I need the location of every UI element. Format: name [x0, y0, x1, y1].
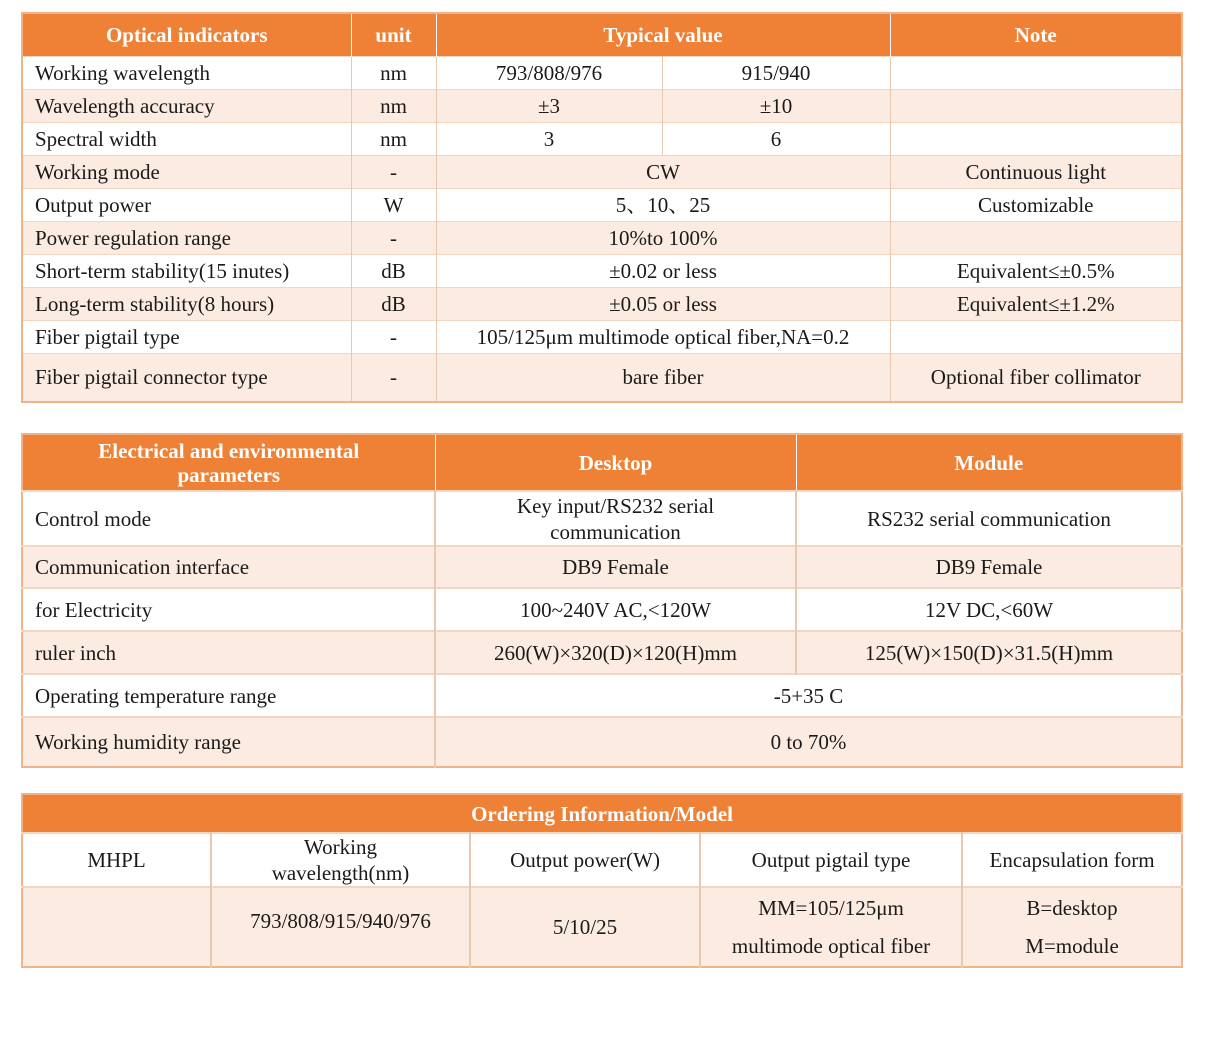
power-value: 5/10/25 [470, 887, 700, 967]
cell-line: communication [550, 519, 681, 544]
row-unit: dB [351, 255, 436, 288]
row-unit: nm [351, 90, 436, 123]
row-name: for Electricity [22, 588, 435, 631]
typical-value-header: Typical value [436, 13, 890, 57]
cell-line: Working [304, 835, 377, 859]
encapsulation-column: Encapsulation form [962, 833, 1182, 887]
row-value: ±0.02 or less [436, 255, 890, 288]
row-note [890, 90, 1182, 123]
row-module: 12V DC,<60W [796, 588, 1182, 631]
desktop-header: Desktop [435, 434, 796, 491]
row-unit: - [351, 354, 436, 402]
row-value: 10%to 100% [436, 222, 890, 255]
row-name: Operating temperature range [22, 674, 435, 717]
row-value: ±0.05 or less [436, 288, 890, 321]
ordering-header-row [22, 794, 1182, 833]
cell-line: multimode optical fiber [731, 934, 931, 958]
module-header: Module [796, 434, 1182, 491]
ordering-columns-row [22, 833, 1182, 887]
cell-line: wavelength(nm) [271, 861, 410, 885]
row-note [890, 222, 1182, 255]
table-row [22, 156, 1182, 189]
row-name: Spectral width [22, 123, 351, 156]
table-row [22, 255, 1182, 288]
row-name: Wavelength accuracy [22, 90, 351, 123]
row-module: RS232 serial communication [796, 491, 1182, 546]
optical-indicators-header: Optical indicators [22, 13, 351, 57]
row-name: Long-term stability(8 hours) [22, 288, 351, 321]
row-value-2: 6 [662, 123, 890, 156]
row-name: Control mode [22, 491, 435, 546]
row-desktop [435, 491, 796, 546]
table-row [22, 588, 1182, 631]
electrical-params-header [22, 434, 435, 491]
optical-indicators-table [21, 12, 1183, 403]
row-desktop: 100~240V AC,<120W [435, 588, 796, 631]
table-row [22, 90, 1182, 123]
cell-line: B=desktop [1026, 896, 1118, 920]
row-module: 125(W)×150(D)×31.5(H)mm [796, 631, 1182, 674]
row-name: ruler inch [22, 631, 435, 674]
model-column: MHPL [22, 833, 211, 887]
row-note: Optional fiber collimator [890, 354, 1182, 402]
row-name: Fiber pigtail type [22, 321, 351, 354]
power-column: Output power(W) [470, 833, 700, 887]
row-note: Continuous light [890, 156, 1182, 189]
row-name: Working mode [22, 156, 351, 189]
row-note: Customizable [890, 189, 1182, 222]
row-name: Working humidity range [22, 717, 435, 767]
table-row [22, 717, 1182, 767]
electrical-parameters-table [21, 433, 1183, 768]
encapsulation-value [962, 887, 1182, 967]
cell-line: MM=105/125μm [758, 896, 904, 920]
row-unit: - [351, 321, 436, 354]
row-name: Power regulation range [22, 222, 351, 255]
table-row [22, 123, 1182, 156]
row-unit: nm [351, 123, 436, 156]
row-name: Fiber pigtail connector type [22, 354, 351, 402]
row-value: 0 to 70% [435, 717, 1182, 767]
row-desktop: DB9 Female [435, 546, 796, 588]
table-row [22, 354, 1182, 402]
ordering-values-row [22, 887, 1182, 967]
note-header: Note [890, 13, 1182, 57]
table-row [22, 288, 1182, 321]
row-note [890, 123, 1182, 156]
ordering-title: Ordering Information/Model [22, 794, 1182, 833]
row-unit: - [351, 156, 436, 189]
cell-line: Key input/RS232 serial [516, 493, 715, 518]
row-module: DB9 Female [796, 546, 1182, 588]
row-value-1: ±3 [436, 90, 662, 123]
table-row [22, 222, 1182, 255]
row-value: -5+35 C [435, 674, 1182, 717]
table-row [22, 57, 1182, 90]
row-unit: W [351, 189, 436, 222]
ordering-information-table [21, 793, 1183, 968]
table-row [22, 491, 1182, 546]
row-name: Communication interface [22, 546, 435, 588]
model-value [22, 887, 211, 967]
table-row [22, 321, 1182, 354]
row-name: Short-term stability(15 inutes) [22, 255, 351, 288]
table-row [22, 189, 1182, 222]
row-note [890, 57, 1182, 90]
row-note [890, 321, 1182, 354]
row-unit: dB [351, 288, 436, 321]
table-row [22, 674, 1182, 717]
row-value-2: ±10 [662, 90, 890, 123]
row-desktop: 260(W)×320(D)×120(H)mm [435, 631, 796, 674]
optical-header-row [22, 13, 1182, 57]
electrical-header-row [22, 434, 1182, 491]
row-note: Equivalent≤±1.2% [890, 288, 1182, 321]
wavelength-column [211, 833, 470, 887]
row-value: 5、10、25 [436, 189, 890, 222]
row-value: 105/125μm multimode optical fiber,NA=0.2 [436, 321, 890, 354]
unit-header: unit [351, 13, 436, 57]
row-value-2: 915/940 [662, 57, 890, 90]
header-line: Electrical and environmental [98, 438, 360, 463]
row-note: Equivalent≤±0.5% [890, 255, 1182, 288]
pigtail-column: Output pigtail type [700, 833, 962, 887]
row-value: CW [436, 156, 890, 189]
pigtail-value [700, 887, 962, 967]
row-value-1: 3 [436, 123, 662, 156]
row-value: bare fiber [436, 354, 890, 402]
row-name: Working wavelength [22, 57, 351, 90]
row-unit: - [351, 222, 436, 255]
row-value-1: 793/808/976 [436, 57, 662, 90]
table-row [22, 546, 1182, 588]
row-unit: nm [351, 57, 436, 90]
cell-line: M=module [1025, 934, 1119, 958]
row-name: Output power [22, 189, 351, 222]
table-row [22, 631, 1182, 674]
header-line: parameters [177, 462, 281, 487]
wavelength-value: 793/808/915/940/976 [211, 887, 470, 967]
